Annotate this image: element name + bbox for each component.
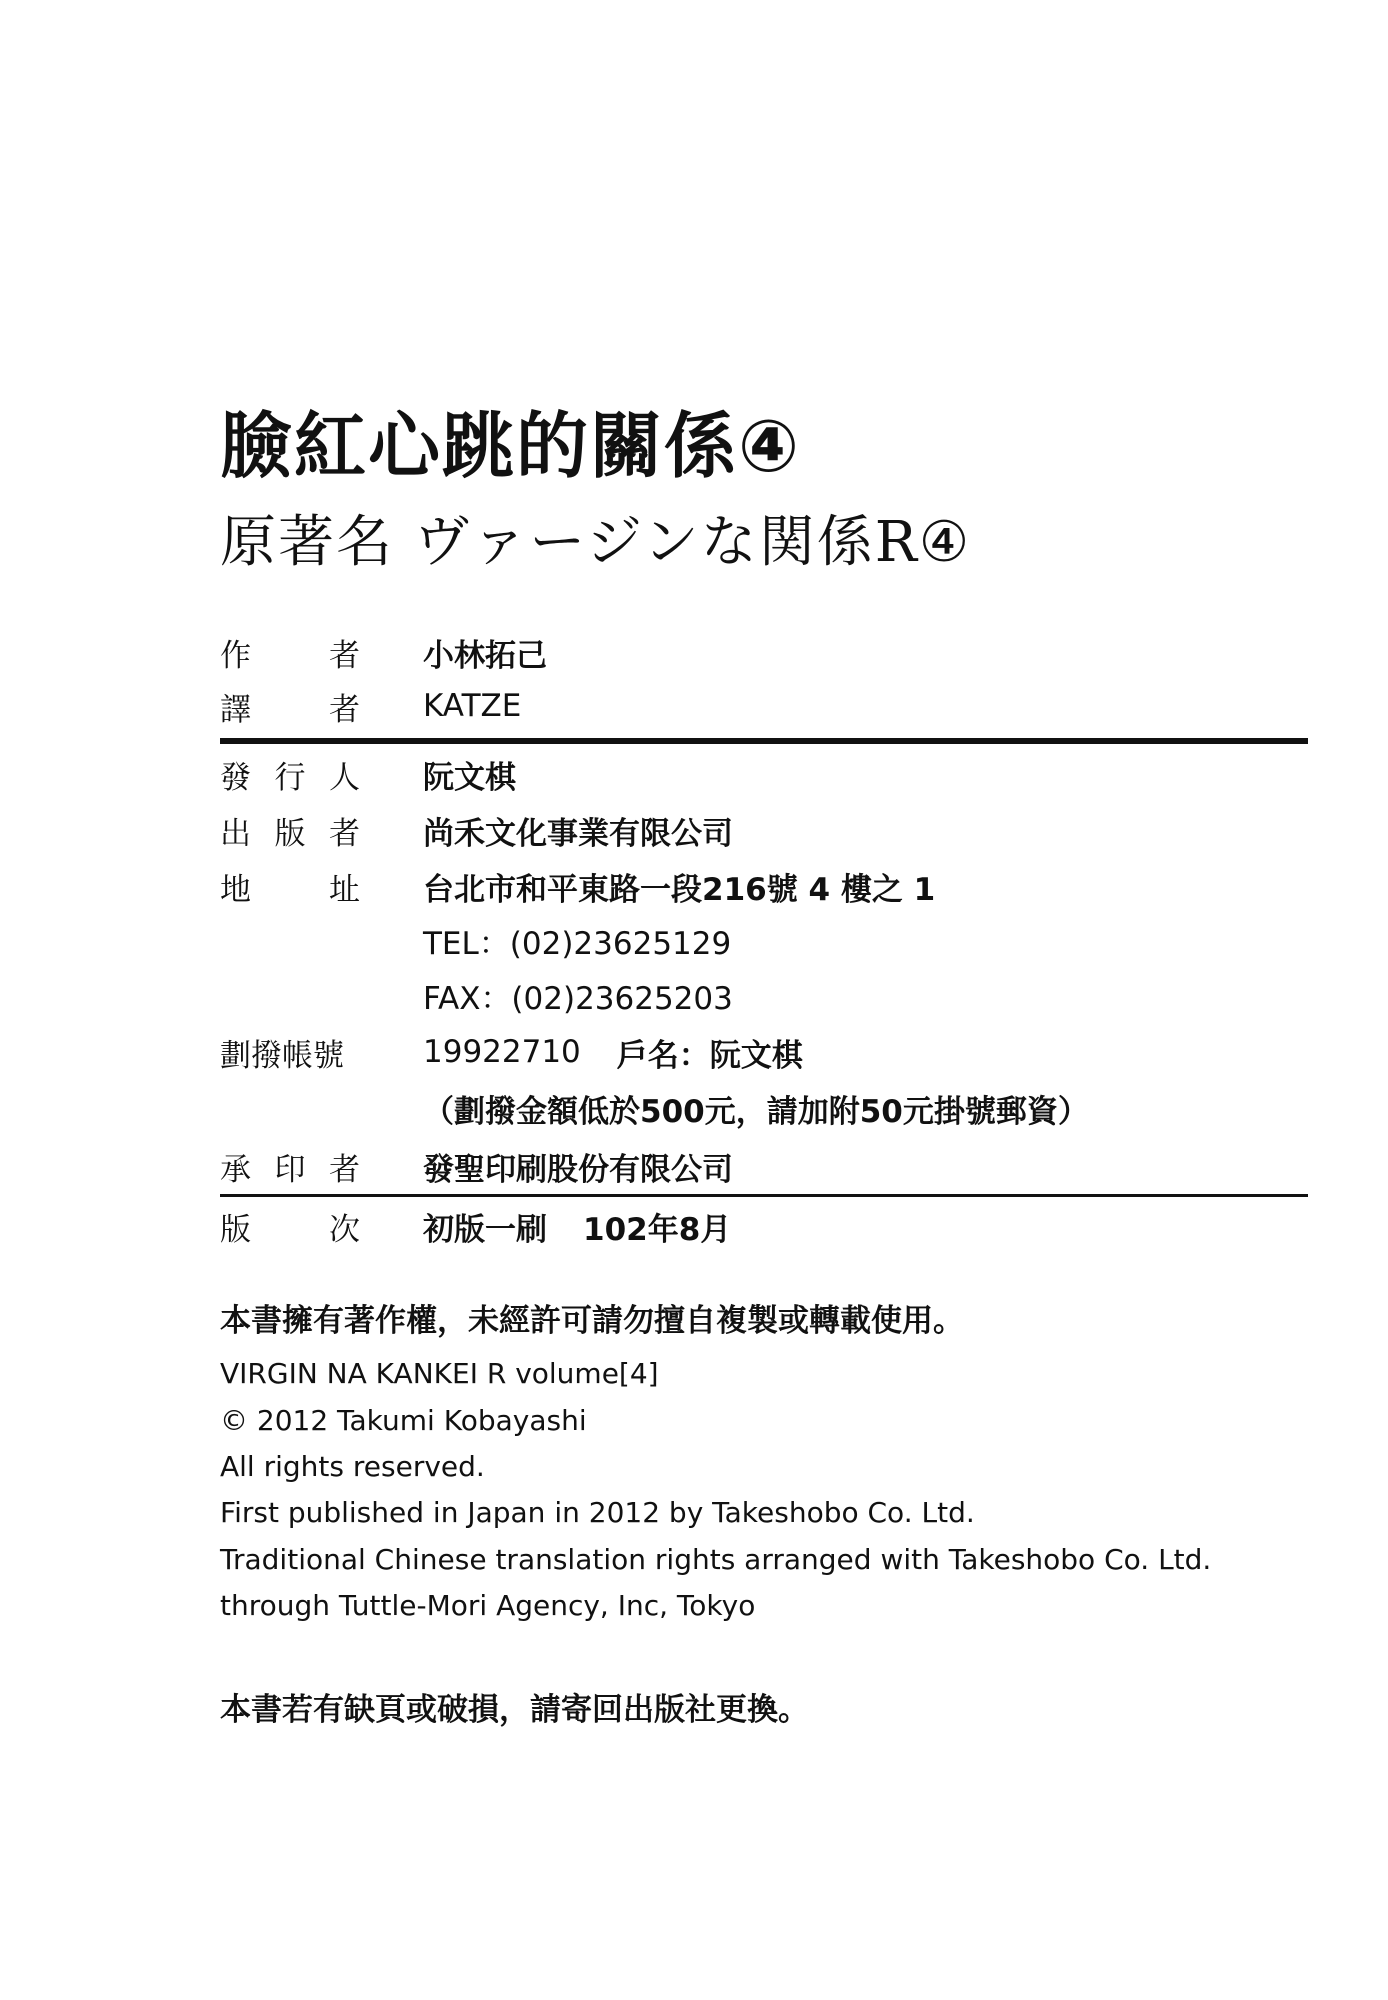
author-row [220,632,547,672]
issuer-row [220,754,516,794]
translator-label: 譯 者 [220,691,360,728]
copyright-line-4: First published in Japan in 2012 by Takeshobo Co. Ltd. [220,1496,975,1529]
printer-label: 承 印 者 [220,1151,360,1188]
copyright-line-3: All rights reserved. [220,1450,485,1483]
thin-divider [220,1194,1308,1197]
edition-label: 版 次 [220,1211,360,1248]
printer-name: 發聖印刷股份有限公司 [423,1151,733,1188]
printer-row [220,1146,733,1186]
edition-row [220,1206,731,1246]
author-label: 作 者 [220,637,360,674]
publisher-name: 尚禾文化事業有限公司 [423,815,733,852]
edition-date: 102年8月 [583,1211,732,1248]
account-name: 戶名：阮文棋 [616,1037,803,1074]
account-number: 19922710 [423,1034,581,1070]
edition-text: 初版一刷 [423,1211,547,1248]
address-row [220,866,935,906]
publisher-row [220,810,733,850]
account-row [220,1032,803,1072]
issuer-label: 發 行 人 [220,759,360,796]
book-title: 臉紅心跳的關係④ [220,404,801,488]
copyright-line-5: Traditional Chinese translation rights arranged with Takeshobo Co. Ltd. [220,1543,1212,1576]
translator-row [220,686,521,726]
copyright-line-6: through Tuttle-Mori Agency, Inc, Tokyo [220,1589,756,1622]
account-note: （劃撥金額低於500元，請加附50元掛號郵資） [423,1093,1089,1130]
copyright-line-1: VIRGIN NA KANKEI R volume[4] [220,1357,659,1390]
publisher-label: 出 版 者 [220,815,360,852]
copyright-line-2: © 2012 Takumi Kobayashi [220,1404,587,1437]
issuer-name: 阮文棋 [423,759,516,796]
original-title: 原著名 ヴァージンな関係R④ [220,510,972,575]
fax: FAX：(02)23625203 [423,980,733,1017]
account-label: 劃撥帳號 [220,1037,344,1074]
address-label: 地 址 [220,871,360,908]
translator-name: KATZE [423,688,522,724]
telephone: TEL：(02)23625129 [423,925,732,962]
damage-replacement-notice: 本書若有缺頁或破損，請寄回出版社更換。 [220,1692,809,1728]
address-text: 台北市和平東路一段216號 4 樓之 1 [423,871,936,908]
author-name: 小林拓己 [423,637,547,674]
thick-divider [220,738,1308,744]
copyright-notice-cn: 本書擁有著作權，未經許可請勿擅自複製或轉載使用。 [220,1303,964,1339]
